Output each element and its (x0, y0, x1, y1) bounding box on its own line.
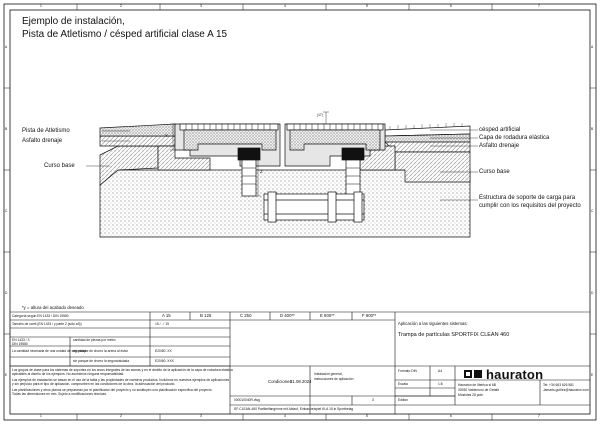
col-label-7-bottom: 7 (538, 414, 540, 418)
note-line-5: Las planificaciones y otros planos se prepararán por el planificador del proyecto y no sustituyen una planificación específica del proyecto. (12, 388, 213, 392)
file-code: 000010040R.dwg (234, 398, 260, 402)
col-label-2-bottom: 2 (120, 414, 122, 418)
right-base-course (395, 152, 470, 182)
col-label-1-bottom: 1 (40, 414, 42, 418)
row-label-b-right: B (591, 127, 594, 131)
class-f900: F 900** (362, 313, 377, 318)
grating-right (287, 124, 383, 130)
row-label-d: D (5, 291, 8, 295)
grating-left (180, 124, 278, 130)
dimension-z: Z (260, 169, 263, 174)
conditions-date: 21.08.2024 (290, 379, 312, 384)
class-row2-label: Tamaño de carril (EN 1433 / y parte 2 (sólo a3)) (12, 322, 82, 326)
note-line-4: y sin perjuicio para el tipo de aplicación, comprueben en las condiciones de la obra, la adecuación del producto. (12, 382, 176, 386)
note-line-6: Todas las dimensiones en mm. Sujeto a modificaciones técnicas. (12, 392, 107, 396)
col-label-5-bottom: 5 (366, 414, 368, 418)
label-drainage-asphalt-right: Asfalto drenaje (479, 143, 520, 149)
col-label-6-bottom: 6 (450, 414, 452, 418)
footer-description: SF-CLEAN-460 Partikelfangrinne mit Ablauf, Einbaubeispiel KLA 15 in Sportbelag (234, 407, 354, 411)
class-d400: D 400** (280, 313, 295, 318)
class-row4-code: E20/80 .XX (155, 349, 172, 353)
general-line-2: instrucciones de aplicación (314, 377, 354, 381)
conditions-label: Condiciones (268, 379, 292, 384)
dimension-y: Y (165, 133, 168, 138)
row-label-d-right: D (591, 291, 594, 295)
pipe-socket-right (354, 192, 362, 222)
class-row1-label: Categoría según EN 1433 / DIN 19580 (12, 314, 69, 318)
class-row4-value: sin parque de chorro la arena al estar (73, 349, 128, 353)
note-line-2: aplicables al diseño de los ejemplos. No asumimos ninguna responsabilidad. (12, 372, 125, 376)
row-label-c: C (5, 209, 8, 213)
class-row2-value: 15 / - / 15 (155, 322, 169, 326)
product-name: Trampa de partículas SPORTFIX CLEAN 460 (398, 332, 510, 338)
company-address-2: 30930 Valdemoro de Getafe (458, 388, 500, 392)
col-label-7: 7 (538, 4, 540, 8)
class-row4-label: La cantidad necesaria de una unidad de seguridad (12, 349, 87, 353)
scale-label: Escala (398, 382, 408, 386)
hauraton-logo-icon (464, 370, 482, 378)
outlet-right-collar (342, 148, 364, 160)
label-athletics-track: Pista de Atletismo (22, 128, 70, 134)
class-c250: C 250 (240, 313, 252, 318)
class-row5-value: sin parque de chorro la segura/aislada (73, 359, 130, 363)
company-address-3: Móstoles 28 pole (458, 393, 483, 397)
col-label-3-bottom: 3 (200, 414, 202, 418)
col-label-4-bottom: 4 (284, 414, 286, 418)
class-e600: E 600** (320, 313, 335, 318)
format-label: Formato DIN (398, 369, 417, 373)
row-label-e: E (5, 373, 8, 377)
left-track-surface (100, 124, 175, 136)
note-line-1: Los grupos de clase para los sistemas de soportes en los arcos integrales de las aceras y en el ámbito de la aplicación de la capa de rodadura elástica (12, 368, 233, 372)
label-artificial-turf: césped artificial (479, 127, 521, 133)
cross-section (86, 112, 478, 237)
class-row3-value: cantidad de piezas por metro (73, 338, 116, 342)
company-web: Jamarts.guiñez@hauraton.com (543, 388, 589, 392)
company-address-1: Hauraton de Ilbérica sl 6B (458, 383, 496, 387)
right-asphalt (385, 142, 470, 152)
collector-pipe (264, 194, 364, 220)
pipe-socket-left (268, 192, 276, 222)
company-logo-text: hauraton (486, 367, 544, 382)
edition-label: Edition (398, 398, 409, 402)
title-line-2: Pista de Atletismo / césped artificial clase A 15 (22, 29, 228, 40)
class-row3b-label: DIN 19580 (12, 342, 28, 346)
row-label-a-right: A (591, 45, 594, 49)
dimension-top: (17) (317, 113, 323, 117)
label-base-course-right: Curso base (479, 169, 510, 175)
row-label-e-right: E (591, 373, 594, 377)
label-load-structure-2: cumplir con los requisitos del proyecto (479, 203, 581, 209)
application-heading: Aplicación a las siguientes sistemas: (398, 321, 468, 326)
row-label-a: A (5, 45, 8, 49)
scale-value: 1:8 (438, 382, 443, 386)
row-label-c-right: C (591, 209, 594, 213)
col-label-2: 2 (120, 4, 122, 8)
file-revision: 3 (372, 398, 374, 402)
class-row5-code: E20/80 .XXX (155, 359, 174, 363)
footnote: *y = altura del acabado deseado (22, 305, 84, 310)
col-label-3: 3 (200, 4, 202, 8)
col-label-6: 6 (450, 4, 452, 8)
label-load-structure-1: Estructura de soporte de carga para (479, 195, 576, 201)
outlet-left-pipe (242, 160, 256, 196)
label-drainage-asphalt-left: Asfalto drenaje (22, 138, 63, 144)
class-b125: B 125 (200, 313, 212, 318)
note-line-3: Los ejemplos de instalación se basan en el uso de la tabla y las propiedades de nuestros productos. Incluimos en nuestros ejemplos de aplicaciones (12, 378, 230, 382)
label-elastic-layer: Capa de rodadura elástica (479, 135, 550, 141)
row-label-b: B (5, 127, 8, 131)
col-label-1: 1 (40, 4, 42, 8)
col-label-4: 4 (284, 4, 286, 8)
class-a15: A 15 (162, 313, 171, 318)
title-line-1: Ejemplo de instalación, (22, 16, 125, 27)
format-value: A4 (438, 369, 443, 373)
pipe-socket-mid (328, 192, 336, 222)
class-row3a-label: EN 1433 / 3 (12, 338, 30, 342)
label-base-course-left: Curso base (44, 163, 75, 169)
outlet-left-collar (238, 148, 260, 160)
outlet-right-pipe (346, 160, 360, 196)
col-label-5: 5 (366, 4, 368, 8)
general-line-1: Instalación general, (314, 372, 343, 376)
company-phone: Tel: +34 663 626 581 (543, 383, 574, 387)
